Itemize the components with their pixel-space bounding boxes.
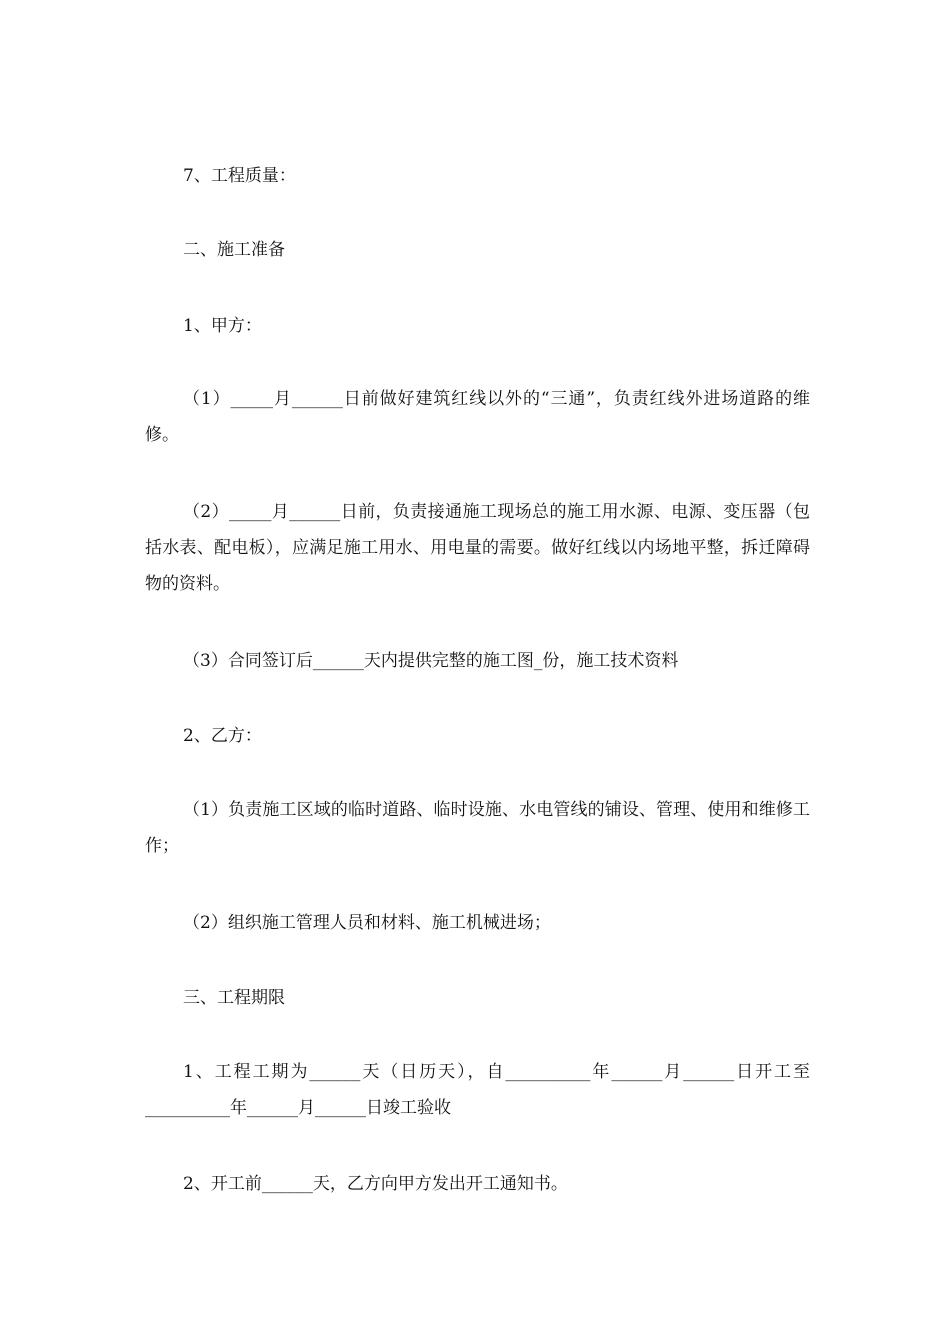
- section-project-period: 三、工程期限: [183, 988, 285, 1008]
- party-a-clause-3: （3）合同签订后______天内提供完整的施工图_份，施工技术资料: [183, 651, 679, 671]
- item-party-b: 2、乙方：: [183, 726, 262, 746]
- party-b-clause-2: （2）组织施工管理人员和材料、施工机械进场；: [183, 913, 551, 933]
- period-clause-1: 1、工程工期为______天（日历天），自__________年______月______日开工至__________年______月______日竣工验收: [145, 1062, 810, 1118]
- item-party-a: 1、甲方：: [183, 316, 262, 336]
- section-construction-preparation: 二、施工准备: [183, 240, 285, 260]
- party-a-clause-1: （1）_____月______日前做好建筑红线以外的“三通”，负责红线外进场道路的维修。: [145, 389, 810, 445]
- party-b-clause-1: （1）负责施工区域的临时道路、临时设施、水电管线的铺设、管理、使用和维修工作；: [145, 800, 810, 856]
- party-a-clause-2: （2）_____月______日前，负责接通施工现场总的施工用水源、电源、变压器（包括水表、配电板），应满足施工用水、用电量的需要。做好红线以内场地平整，拆迁障碍物的资料。: [145, 502, 810, 594]
- period-clause-2: 2、开工前______天，乙方向甲方发出开工通知书。: [183, 1174, 568, 1194]
- item-engineering-quality: 7、工程质量：: [183, 166, 296, 186]
